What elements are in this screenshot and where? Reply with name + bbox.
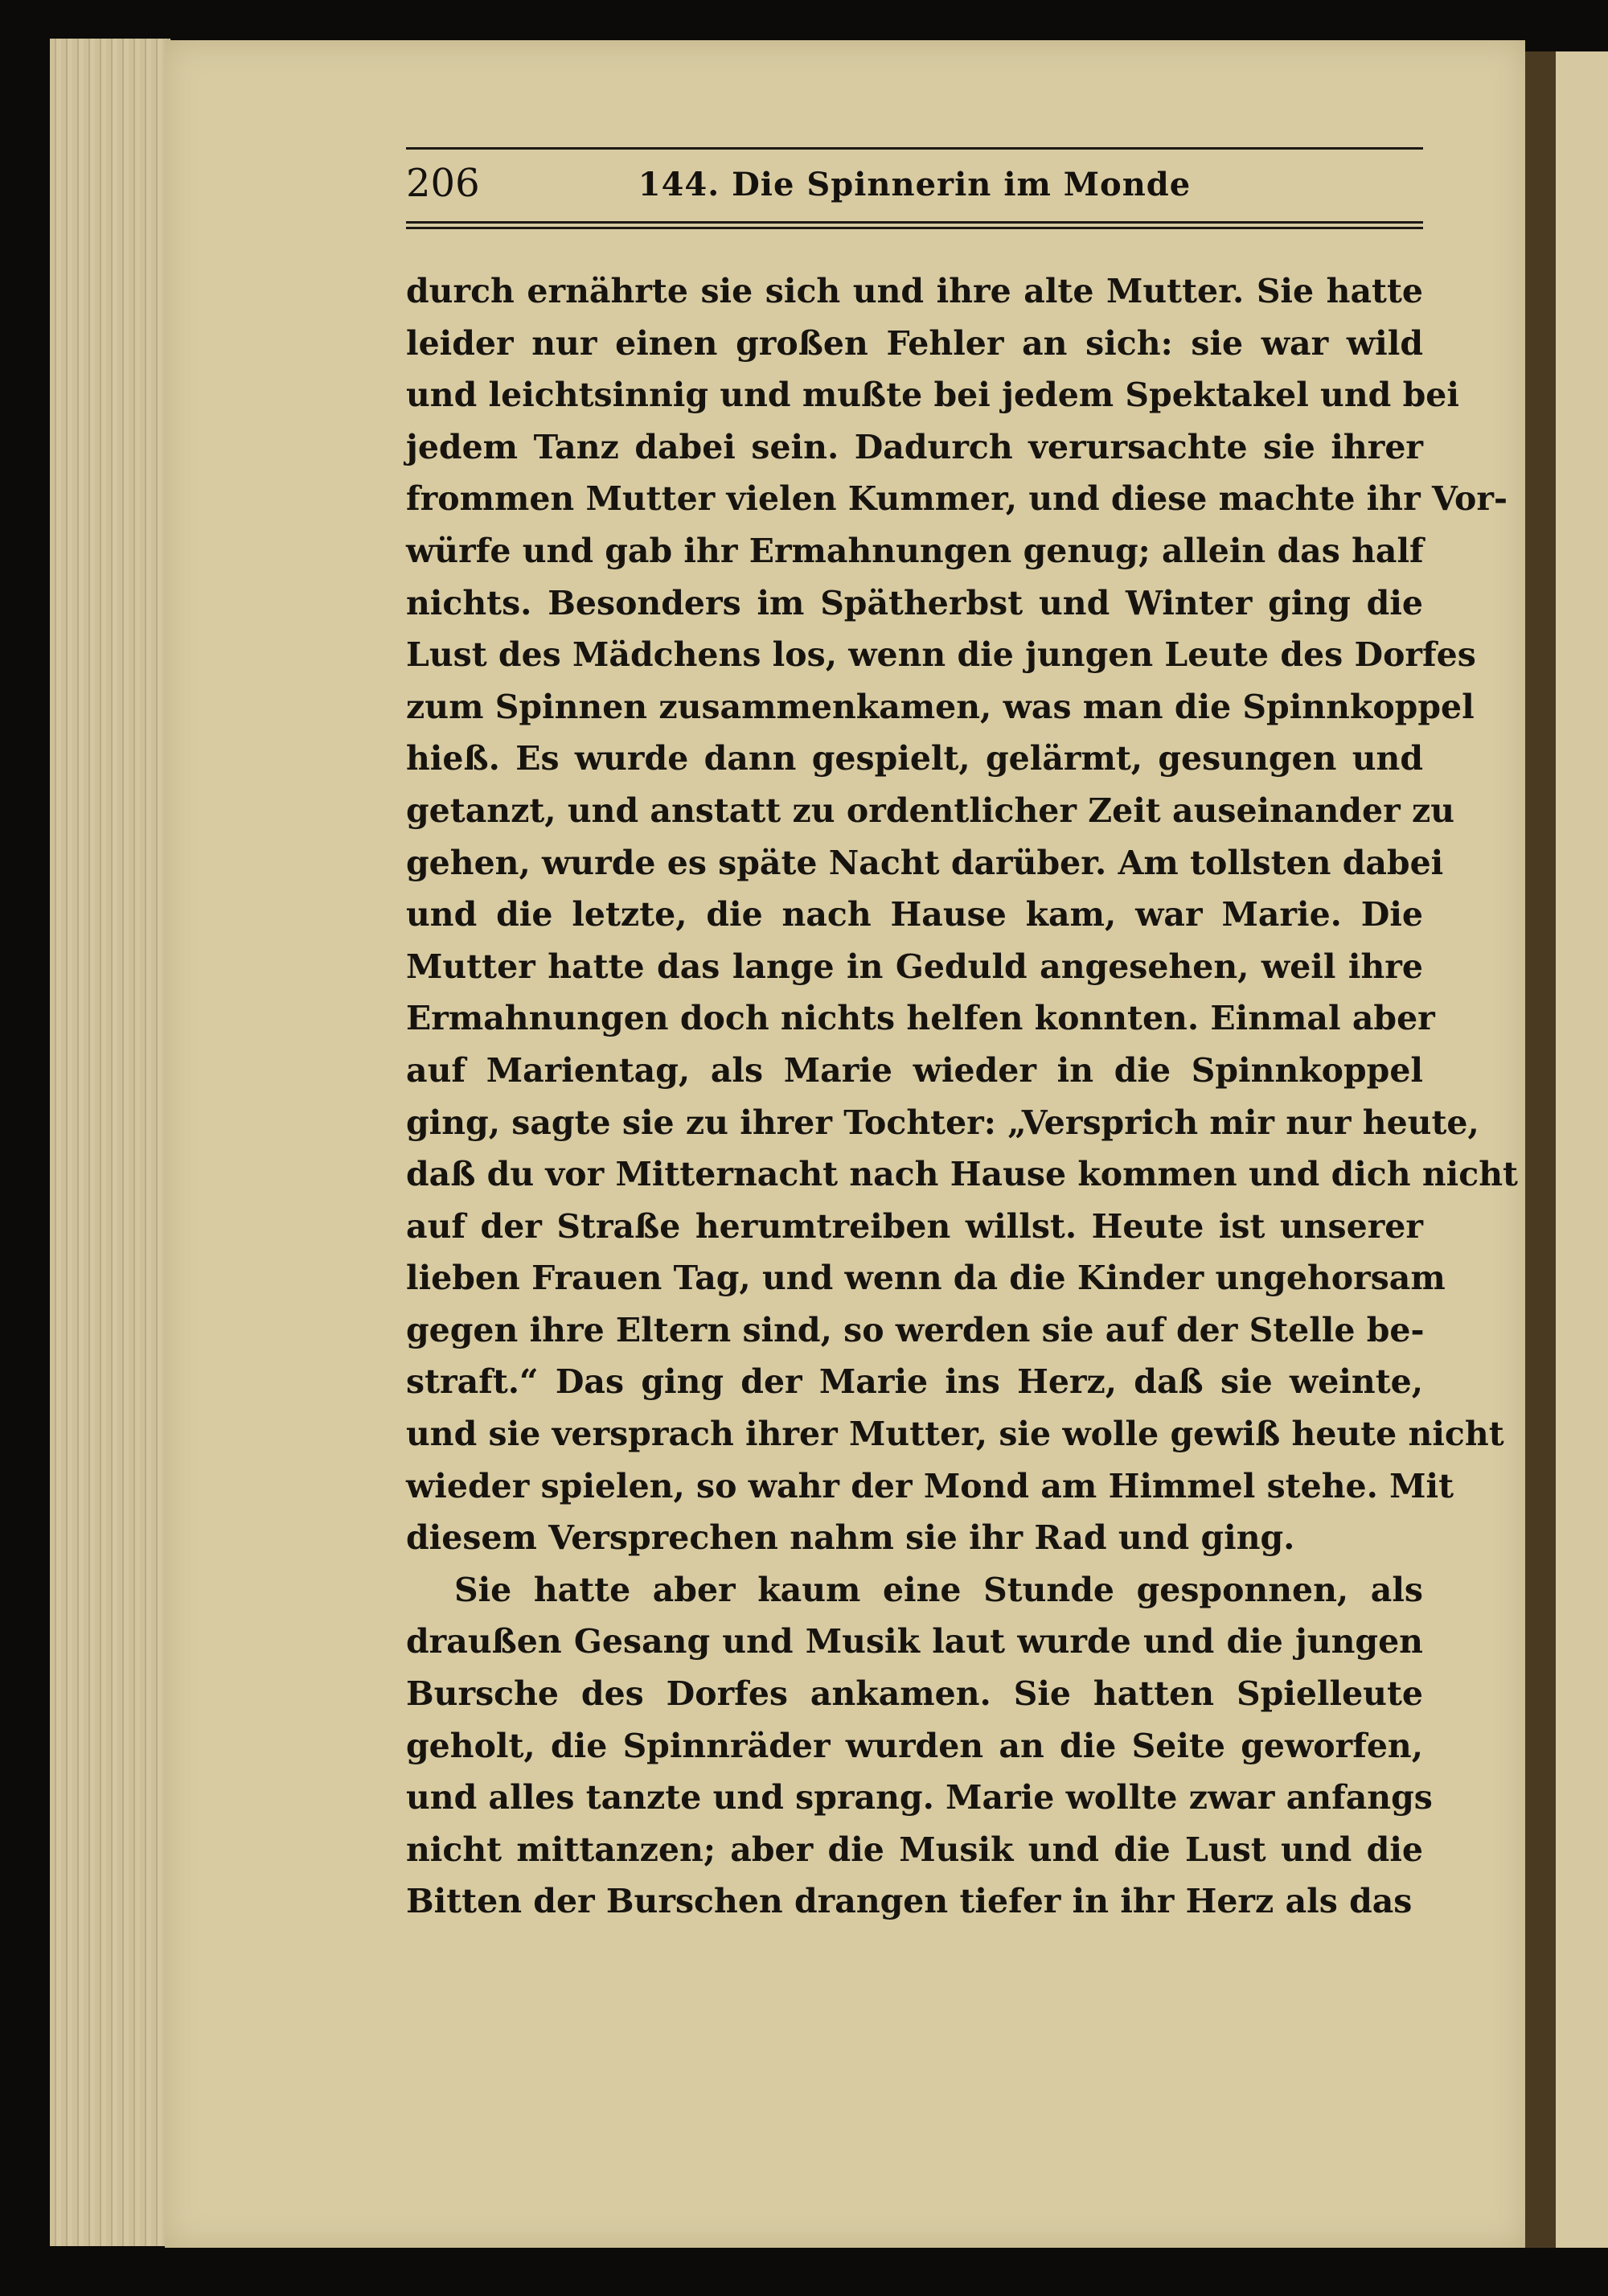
text-line: Ermahnungen doch nichts helfen konnten. Einmal aber bbox=[406, 999, 1435, 1038]
text-line: wieder spielen, so wahr der Mond am Himmel stehe. Mit bbox=[406, 1466, 1454, 1505]
body-text bbox=[406, 265, 1518, 1928]
text-line: und die letzte, die nach Hause kam, war Marie. Die bbox=[406, 895, 1423, 934]
text-line: durch ernährte sie sich und ihre alte Mutter. Sie hatte bbox=[406, 272, 1423, 310]
page-header bbox=[406, 161, 1423, 217]
text-line: nichts. Besonders im Spätherbst und Winter ging die bbox=[406, 583, 1423, 622]
page-stack-edges bbox=[50, 39, 170, 2246]
text-line: Bitten der Burschen drangen tiefer in ihr Herz als das bbox=[406, 1882, 1413, 1921]
text-line: hieß. Es wurde dann gespielt, gelärmt, gesungen und bbox=[406, 739, 1423, 778]
text-line: lieben Frauen Tag, und wenn da die Kinder ungehorsam bbox=[406, 1259, 1446, 1298]
text-line: Sie hatte aber kaum eine Stunde gesponnen, als bbox=[454, 1570, 1423, 1609]
text-line: diesem Versprechen nahm sie ihr Rad und ging. bbox=[406, 1518, 1295, 1558]
text-line: daß du vor Mitternacht nach Hause kommen und dich nicht bbox=[406, 1155, 1518, 1194]
text-line: getanzt, und anstatt zu ordentlicher Zeit auseinander zu bbox=[406, 791, 1455, 830]
book-gutter bbox=[1525, 51, 1556, 2248]
text-line: auf Marientag, als Marie wieder in die Spinnkoppel bbox=[406, 1050, 1423, 1090]
running-title: 144. Die Spinnerin im Monde bbox=[638, 166, 1192, 203]
text-line: und leichtsinnig und mußte bei jedem Spektakel und bei bbox=[406, 376, 1459, 415]
text-line: ging, sagte sie zu ihrer Tochter: „Versprich mir nur heute, bbox=[406, 1103, 1479, 1142]
text-line: würfe und gab ihr Ermahnungen genug; allein das half bbox=[406, 531, 1424, 570]
page-number: 206 bbox=[406, 161, 480, 206]
text-line: Lust des Mädchens los, wenn die jungen Leute des Dorfes bbox=[406, 635, 1476, 675]
text-line: und sie versprach ihrer Mutter, sie wolle gewiß heute nicht bbox=[406, 1415, 1504, 1454]
facing-page-edge bbox=[1556, 51, 1608, 2248]
text-line: Mutter hatte das lange in Geduld angesehen, weil ihre bbox=[406, 947, 1423, 986]
text-line: Bursche des Dorfes ankamen. Sie hatten Spielleute bbox=[406, 1674, 1423, 1714]
text-line: straft.“ Das ging der Marie ins Herz, daß sie weinte, bbox=[406, 1362, 1423, 1402]
text-line: zum Spinnen zusammenkamen, was man die Spinnkoppel bbox=[406, 687, 1475, 726]
text-line: und alles tanzte und sprang. Marie wollte zwar anfangs bbox=[406, 1778, 1433, 1817]
text-line: auf der Straße herumtreiben willst. Heute ist unserer bbox=[406, 1206, 1423, 1246]
text-line: gehen, wurde es späte Nacht darüber. Am tollsten dabei bbox=[406, 843, 1444, 882]
header-double-rule bbox=[406, 221, 1423, 229]
text-line: jedem Tanz dabei sein. Dadurch verursachte sie ihrer bbox=[406, 427, 1423, 466]
text-line: geholt, die Spinnräder wurden an die Seite geworfen, bbox=[406, 1726, 1423, 1765]
text-line: nicht mittanzen; aber die Musik und die Lust und die bbox=[406, 1830, 1423, 1869]
text-line: draußen Gesang und Musik laut wurde und die jungen bbox=[406, 1622, 1423, 1661]
header-top-rule bbox=[406, 147, 1423, 150]
text-line: gegen ihre Eltern sind, so werden sie auf der Stelle be- bbox=[406, 1310, 1425, 1349]
text-line: leider nur einen großen Fehler an sich: sie war wild bbox=[406, 323, 1423, 363]
text-line: frommen Mutter vielen Kummer, und diese machte ihr Vor- bbox=[406, 479, 1508, 519]
